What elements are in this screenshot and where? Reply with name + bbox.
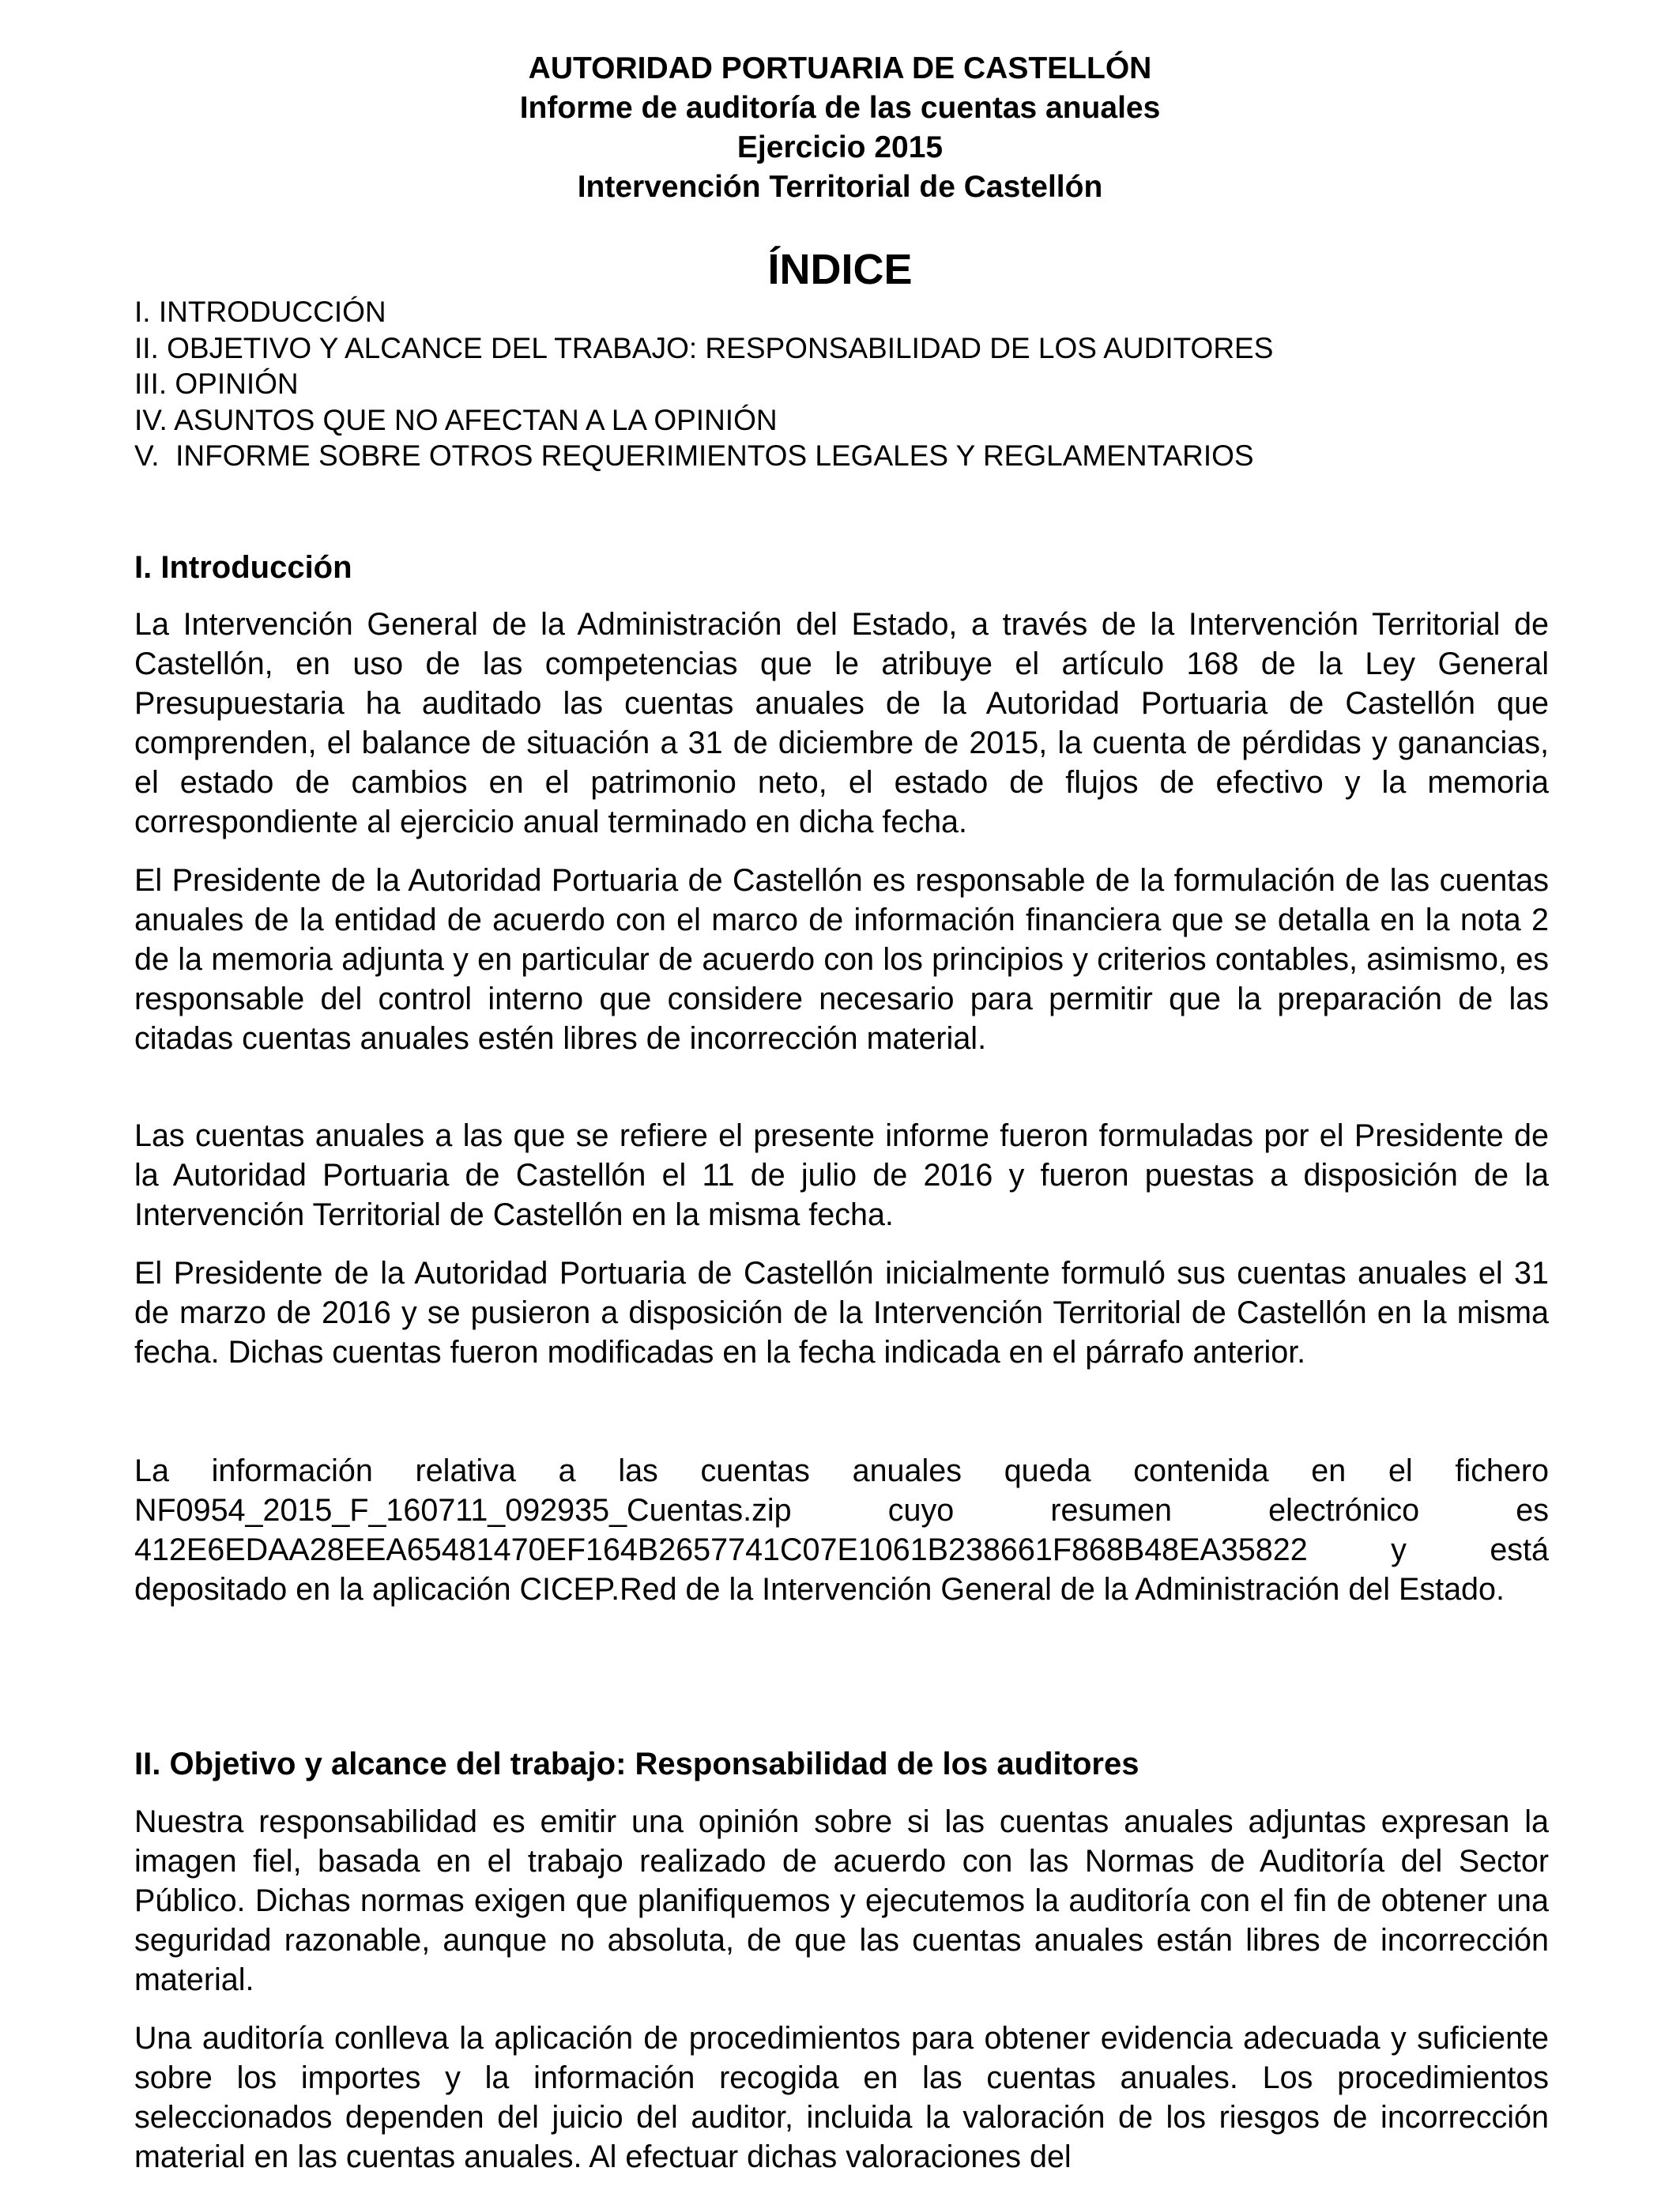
paragraph: La Intervención General de la Administración del Estado, a través de la Intervención Territorial de Castellón, en uso de las competencias que le atribuye el artículo 168 de la Ley General Presupuestaria ha auditado las cuentas anuales de la Autoridad Portuaria de Castellón que comprenden, el balance de situación a 31 de diciembre de 2015, la cuenta de pérdidas y ganancias, el estado de cambios en el patrimonio neto, el estado de flujos de efectivo y la memoria correspondiente al ejercicio anual terminado en dicha fecha. (134, 607, 1549, 839)
paragraph: Las cuentas anuales a las que se refiere el presente informe fueron formuladas por el Presidente de la Autoridad Portuaria de Castellón el 11 de julio de 2016 y fueron puestas a disposición de la Intervención Territorial de Castellón en la misma fecha. (134, 1118, 1549, 1232)
paragraph: El Presidente de la Autoridad Portuaria de Castellón es responsable de la formulación de las cuentas anuales de la entidad de acuerdo con el marco de información financiera que se detalla en la nota 2 de la memoria adjunta y en particular de acuerdo con los principios y criterios contables, asimismo, es responsable del control interno que considere necesario para permitir que la preparación de las citadas cuentas anuales estén libres de incorrección material. (134, 863, 1549, 1056)
section-heading-objetivo: II. Objetivo y alcance del trabajo: Responsabilidad de los auditores (134, 1747, 1139, 1781)
toc-item: I. INTRODUCCIÓN (134, 296, 386, 328)
header-entity: AUTORIDAD PORTUARIA DE CASTELLÓN (528, 51, 1152, 85)
header-issuer: Intervención Territorial de Castellón (577, 170, 1103, 204)
toc-item: V. INFORME SOBRE OTROS REQUERIMIENTOS LEGALES Y REGLAMENTARIOS (134, 439, 1254, 472)
toc-item: II. OBJETIVO Y ALCANCE DEL TRABAJO: RESPONSABILIDAD DE LOS AUDITORES (134, 331, 1274, 364)
table-of-contents (134, 294, 1557, 474)
toc-item: IV. ASUNTOS QUE NO AFECTAN A LA OPINIÓN (134, 403, 778, 436)
header-report-title: Informe de auditoría de las cuentas anuales (519, 91, 1161, 125)
report-header (0, 49, 1680, 207)
paragraph: La información relativa a las cuentas anuales queda contenida en el fichero NF0954_2015_F_160711_092935_Cuentas.zip cuyo resumen electrónico es 412E6EDAA28EEA65481470EF164B2657741C07E1061B238661F868B48EA35822 y está depositado en la aplicación CICEP.Red de la Intervención General de la Administración del Estado. (134, 1453, 1549, 1607)
index-title: ÍNDICE (767, 246, 913, 293)
header-fiscal-year: Ejercicio 2015 (736, 130, 944, 164)
paragraph: El Presidente de la Autoridad Portuaria de Castellón inicialmente formuló sus cuentas anuales el 31 de marzo de 2016 y se pusieron a disposición de la Intervención Territorial de Castellón en la misma fecha. Dichas cuentas fueron modificadas en la fecha indicada en el párrafo anterior. (134, 1256, 1549, 1370)
paragraph: Una auditoría conlleva la aplicación de procedimientos para obtener evidencia adecuada y suficiente sobre los importes y la información recogida en las cuentas anuales. Los procedimientos seleccionados dependen del juicio del auditor, incluida la valoración de los riesgos de incorrección material en las cuentas anuales. Al efectuar dichas valoraciones del (134, 2021, 1549, 2174)
paragraph: Nuestra responsabilidad es emitir una opinión sobre si las cuentas anuales adjuntas expresan la imagen fiel, basada en el trabajo realizado de acuerdo con las Normas de Auditoría del Sector Público. Dichas normas exigen que planifiquemos y ejecutemos la auditoría con el fin de obtener una seguridad razonable, aunque no absoluta, de que las cuentas anuales están libres de incorrección material. (134, 1804, 1549, 1997)
section-heading-introduccion: I. Introducción (134, 550, 352, 585)
toc-item: III. OPINIÓN (134, 368, 299, 400)
